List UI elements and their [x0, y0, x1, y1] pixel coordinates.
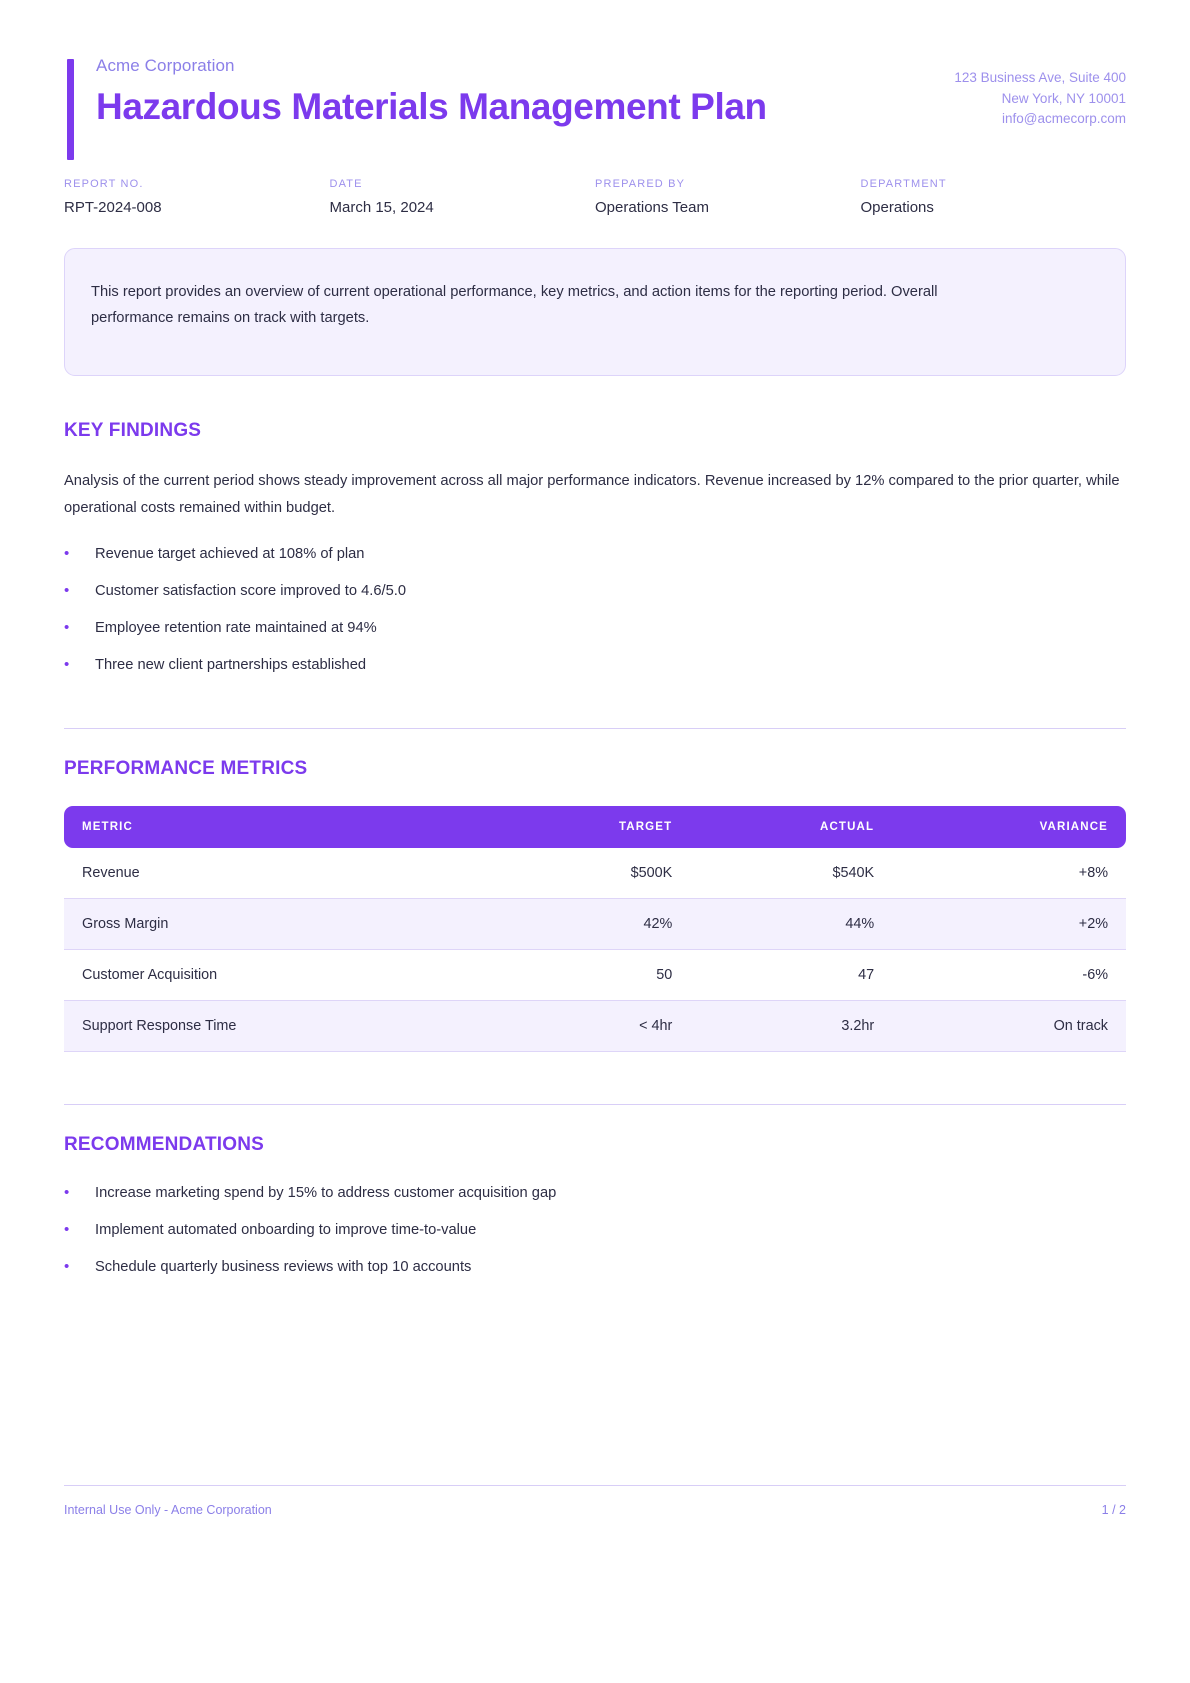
recommendations-list — [64, 1182, 1126, 1278]
list-item-label: Revenue target achieved at 108% of plan — [95, 545, 365, 562]
table-row — [64, 1001, 1126, 1052]
cell-actual: 3.2hr — [690, 1001, 892, 1052]
cell-actual: $540K — [690, 848, 892, 899]
bullet-dot-icon: • — [64, 1183, 70, 1201]
column-header-variance: VARIANCE — [892, 806, 1126, 848]
executive-summary-box — [64, 248, 1126, 376]
list-item — [64, 617, 1126, 639]
meta-value: Operations Team — [595, 198, 709, 216]
column-header-target: TARGET — [490, 806, 690, 848]
footer-page-number: 1 / 2 — [1101, 1503, 1126, 1517]
company-address-line-1: 123 Business Ave, Suite 400 — [954, 70, 1126, 85]
list-item — [64, 1256, 1126, 1278]
list-item-label: Schedule quarterly business reviews with top 10 accounts — [95, 1258, 472, 1275]
page-footer — [64, 1485, 1126, 1517]
section-title-key-findings: KEY FINDINGS — [64, 420, 202, 442]
cell-target: < 4hr — [490, 1001, 690, 1052]
list-item-label: Increase marketing spend by 15% to address customer acquisition gap — [95, 1184, 557, 1201]
list-item — [64, 543, 1126, 565]
company-address-line-2: New York, NY 10001 — [1001, 90, 1126, 106]
header-accent-bar — [67, 59, 74, 160]
table-row — [64, 899, 1126, 950]
table-header-row — [64, 806, 1126, 848]
meta-field-prepared-by — [595, 178, 861, 218]
meta-value: RPT-2024-008 — [64, 198, 162, 216]
section-key-findings — [64, 420, 1126, 676]
bullet-dot-icon: • — [64, 655, 70, 673]
table-header — [64, 806, 1126, 848]
cell-variance: +2% — [892, 899, 1126, 950]
key-findings-paragraph: Analysis of the current period shows steady improvement across all major performance indicators. Revenue increased by 12% compared to the prior quarter, while operational costs remained within budget. — [64, 473, 1120, 516]
cell-variance: -6% — [892, 950, 1126, 1001]
list-item-label: Employee retention rate maintained at 94% — [95, 619, 377, 636]
meta-field-department — [861, 178, 1127, 218]
list-item — [64, 1219, 1126, 1241]
performance-metrics-table — [64, 806, 1126, 1052]
section-title-performance-metrics: PERFORMANCE METRICS — [64, 757, 308, 779]
meta-field-report-no — [64, 178, 330, 218]
page-title: Hazardous Materials Management Plan — [96, 86, 767, 128]
meta-value: March 15, 2024 — [329, 198, 434, 216]
cell-metric: Support Response Time — [64, 1001, 490, 1052]
list-item-label: Customer satisfaction score improved to 4.6/5.0 — [95, 582, 407, 599]
section-performance-metrics — [64, 728, 1126, 1052]
bullet-dot-icon: • — [64, 618, 70, 636]
cell-actual: 47 — [690, 950, 892, 1001]
company-email: info@acmecorp.com — [1002, 111, 1126, 127]
column-header-actual: ACTUAL — [690, 806, 892, 848]
cell-variance: On track — [892, 1001, 1126, 1052]
bullet-dot-icon: • — [64, 581, 70, 599]
cell-metric: Customer Acquisition — [64, 950, 490, 1001]
section-title-recommendations: RECOMMENDATIONS — [64, 1133, 265, 1155]
list-item — [64, 580, 1126, 602]
table-body — [64, 848, 1126, 1052]
header-title-block — [64, 55, 767, 128]
cell-target: $500K — [490, 848, 690, 899]
bullet-dot-icon: • — [64, 544, 70, 562]
cell-metric: Gross Margin — [64, 899, 490, 950]
list-item — [64, 654, 1126, 676]
meta-label: PREPARED BY — [595, 177, 686, 190]
list-item-label: Implement automated onboarding to improve time-to-value — [95, 1221, 477, 1238]
meta-field-date — [330, 178, 596, 218]
company-name: Acme Corporation — [96, 56, 235, 75]
section-recommendations — [64, 1104, 1126, 1278]
key-findings-list — [64, 543, 1126, 676]
column-header-metric: METRIC — [64, 806, 490, 848]
document-header — [64, 0, 1126, 130]
list-item — [64, 1182, 1126, 1204]
table-row — [64, 950, 1126, 1001]
table-row — [64, 848, 1126, 899]
cell-target: 42% — [490, 899, 690, 950]
executive-summary-text: This report provides an overview of current operational performance, key metrics, and action items for the reporting period. Overall performance remains on track with targets. — [91, 284, 938, 327]
meta-label: REPORT NO. — [64, 177, 144, 190]
bullet-dot-icon: • — [64, 1220, 70, 1238]
meta-label: DEPARTMENT — [860, 177, 947, 190]
bullet-dot-icon: • — [64, 1257, 70, 1275]
list-item-label: Three new client partnerships established — [95, 656, 367, 673]
footer-left-text: Internal Use Only - Acme Corporation — [64, 1503, 272, 1517]
company-contact-block — [954, 55, 1126, 130]
meta-value: Operations — [860, 198, 934, 216]
cell-metric: Revenue — [64, 848, 490, 899]
cell-target: 50 — [490, 950, 690, 1001]
cell-variance: +8% — [892, 848, 1126, 899]
report-meta-row — [64, 178, 1126, 218]
meta-label: DATE — [329, 177, 363, 190]
cell-actual: 44% — [690, 899, 892, 950]
